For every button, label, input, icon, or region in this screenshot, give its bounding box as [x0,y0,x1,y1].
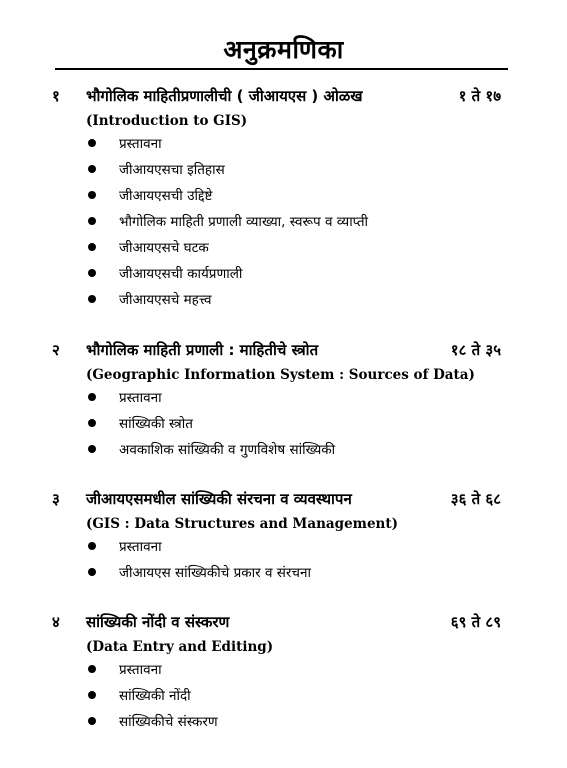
topic-label: सांख्यिकी नोंदी [119,688,191,704]
chapter-page-range: १ ते १७ [458,87,501,105]
topic-label: जीआयएसचा इतिहास [119,162,225,178]
chapter-title: जीआयएसमधील सांख्यिकी संरचना व व्यवस्थापन [86,490,352,508]
chapter-number: १ [52,87,60,105]
bullet-icon [88,717,96,725]
page-title: अनुक्रमणिका [223,35,344,64]
list-item [86,533,311,559]
chapter-page-range: ६९ ते ८९ [450,613,501,631]
chapter-topic-list [86,384,335,462]
list-item [86,682,218,708]
topic-label: प्रस्तावना [119,390,162,406]
topic-label: जीआयएसची कार्यप्रणाली [119,266,243,282]
list-item [86,156,368,182]
list-item [86,208,368,234]
bullet-icon [88,568,96,576]
chapter-topic-list [86,656,218,734]
list-item [86,286,368,312]
topic-label: सांख्यिकी स्त्रोत [119,416,193,432]
topic-label: प्रस्तावना [119,539,162,555]
chapter-subtitle: (Geographic Information System : Sources of Data) [86,367,475,383]
chapter-subtitle: (Data Entry and Editing) [86,639,274,655]
list-item [86,182,368,208]
topic-label: जीआयएसचे घटक [119,240,209,256]
chapter-subtitle: (Introduction to GIS) [86,113,248,129]
topic-label: भौगोलिक माहिती प्रणाली व्याख्या, स्वरूप व व्याप्ती [119,214,369,230]
topic-label: जीआयएस सांख्यिकीचे प्रकार व संरचना [119,565,311,581]
topic-label: सांख्यिकीचे संस्करण [119,714,218,730]
chapter-page-range: ३६ ते ६८ [450,490,501,508]
bullet-icon [88,295,96,303]
list-item [86,436,335,462]
title-divider [55,68,508,70]
chapter-number: ३ [52,490,60,508]
bullet-icon [88,542,96,550]
chapter-number: ४ [52,613,60,631]
chapter-page-range: १८ ते ३५ [450,341,501,359]
topic-label: अवकाशिक सांख्यिकी व गुणविशेष सांख्यिकी [119,442,336,458]
list-item [86,234,368,260]
chapter-topic-list [86,130,368,312]
list-item [86,410,335,436]
list-item [86,260,368,286]
bullet-icon [88,393,96,401]
bullet-icon [88,191,96,199]
chapter-topic-list [86,533,311,585]
bullet-icon [88,217,96,225]
bullet-icon [88,665,96,673]
list-item [86,384,335,410]
bullet-icon [88,243,96,251]
chapter-subtitle: (GIS : Data Structures and Management) [86,516,398,532]
bullet-icon [88,419,96,427]
list-item [86,130,368,156]
list-item [86,559,311,585]
bullet-icon [88,165,96,173]
chapter-number: २ [52,341,60,359]
bullet-icon [88,269,96,277]
topic-label: जीआयएसचे महत्त्व [119,292,212,308]
list-item [86,656,218,682]
chapter-title: सांख्यिकी नोंदी व संस्करण [86,613,230,631]
chapter-title: भौगोलिक माहितीप्रणालीची ( जीआयएस ) ओळख [86,87,363,105]
chapter-title: भौगोलिक माहिती प्रणाली : माहितीचे स्त्रोत [86,341,319,359]
bullet-icon [88,445,96,453]
bullet-icon [88,139,96,147]
topic-label: प्रस्तावना [119,136,162,152]
list-item [86,708,218,734]
bullet-icon [88,691,96,699]
topic-label: जीआयएसची उद्दिष्टे [119,188,213,204]
topic-label: प्रस्तावना [119,662,162,678]
